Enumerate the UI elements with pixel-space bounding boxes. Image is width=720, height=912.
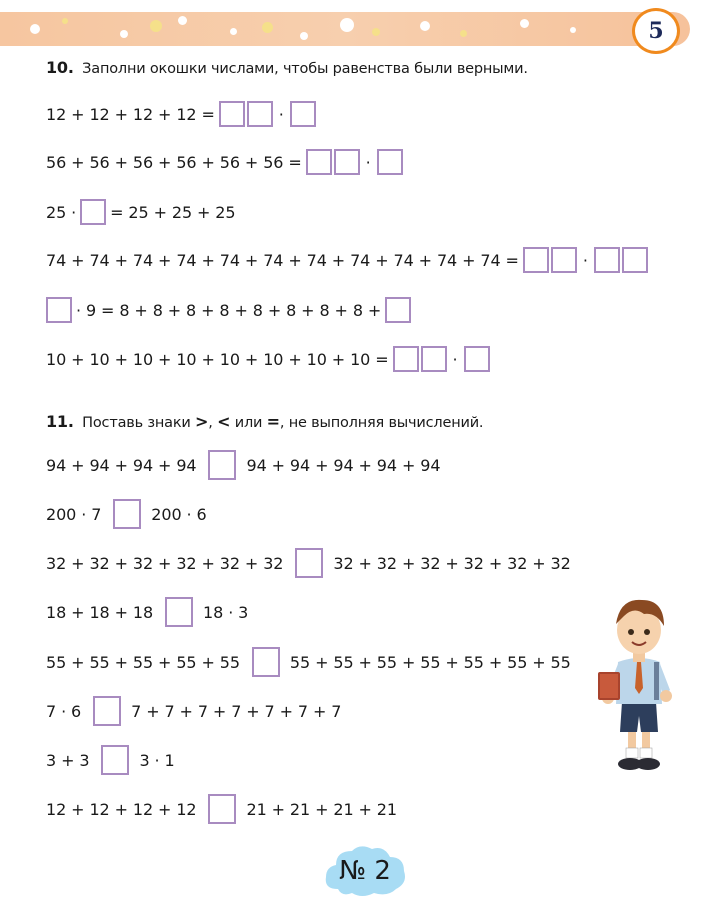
right-expression: 200 · 6 [151, 504, 207, 524]
sign-greater: > [195, 412, 209, 431]
compare-box[interactable] [208, 794, 236, 824]
compare-box[interactable] [93, 696, 121, 726]
left-expression: 7 · 6 [46, 701, 82, 721]
answer-box[interactable] [523, 247, 549, 273]
expression: 10 + 10 + 10 + 10 + 10 + 10 + 10 + 10 = [46, 349, 389, 369]
right-expression: 18 · 3 [203, 602, 249, 622]
task10-heading [46, 58, 528, 77]
task11-heading: 11. Поставь знаки >, < или =, не выполняя вычислений. [46, 412, 484, 431]
task11-row-8 [46, 793, 397, 825]
task11-row-5 [46, 646, 571, 678]
compare-box[interactable] [165, 597, 193, 627]
answer-box[interactable] [377, 149, 403, 175]
expression: = 25 + 25 + 25 [110, 202, 236, 222]
answer-box[interactable] [421, 346, 447, 372]
answer-box[interactable] [247, 101, 273, 127]
answer-box[interactable] [306, 149, 332, 175]
page-number-badge [632, 8, 680, 54]
answer-box[interactable] [80, 199, 106, 225]
compare-box[interactable] [113, 499, 141, 529]
compare-box[interactable] [208, 450, 236, 480]
sign-less: < [217, 412, 231, 431]
sign-equal: = [266, 412, 280, 431]
task10-number: 10. [46, 58, 74, 77]
right-expression: 3 · 1 [139, 750, 175, 770]
right-expression: 94 + 94 + 94 + 94 + 94 [246, 455, 441, 475]
word-or: или [234, 415, 263, 431]
left-expression: 55 + 55 + 55 + 55 + 55 [46, 652, 240, 672]
left-expression: 200 · 7 [46, 504, 102, 524]
task11-row-4 [46, 596, 248, 628]
right-expression: 21 + 21 + 21 + 21 [246, 799, 397, 819]
answer-box[interactable] [551, 247, 577, 273]
expression: 25 · [46, 202, 77, 222]
task11-row-3 [46, 547, 571, 579]
multiply-dot: · [365, 152, 371, 172]
task10-row-6 [46, 343, 490, 375]
compare-box[interactable] [295, 548, 323, 578]
task11-instruction-end: , не выполняя вычислений. [279, 415, 484, 431]
left-expression: 32 + 32 + 32 + 32 + 32 + 32 [46, 553, 284, 573]
task11-row-6 [46, 695, 341, 727]
right-expression: 7 + 7 + 7 + 7 + 7 + 7 + 7 [131, 701, 342, 721]
right-expression: 55 + 55 + 55 + 55 + 55 + 55 + 55 [289, 652, 571, 672]
answer-box[interactable] [622, 247, 648, 273]
task10-row-5 [46, 294, 411, 326]
left-expression: 12 + 12 + 12 + 12 [46, 799, 197, 819]
left-expression: 94 + 94 + 94 + 94 [46, 455, 197, 475]
footer-number-badge [322, 843, 408, 899]
task11-row-1 [46, 449, 440, 481]
answer-box[interactable] [385, 297, 411, 323]
answer-box[interactable] [290, 101, 316, 127]
answer-box[interactable] [464, 346, 490, 372]
task11-row-7 [46, 744, 175, 776]
expression: · 9 = 8 + 8 + 8 + 8 + 8 + 8 + 8 + 8 + [76, 300, 382, 320]
multiply-dot: · [582, 250, 588, 270]
answer-box[interactable] [334, 149, 360, 175]
task10-row-3 [46, 196, 235, 228]
top-banner [0, 12, 690, 46]
page-number: 5 [648, 18, 664, 44]
compare-box[interactable] [101, 745, 129, 775]
task11-number: 11. [46, 412, 74, 431]
boy-with-book-illustration [590, 590, 686, 778]
task10-instruction: Заполни окошки числами, чтобы равенства были верными. [82, 61, 528, 77]
expression: 12 + 12 + 12 + 12 = [46, 104, 215, 124]
task11-instruction: Поставь знаки [82, 415, 191, 431]
answer-box[interactable] [46, 297, 72, 323]
right-expression: 32 + 32 + 32 + 32 + 32 + 32 [333, 553, 571, 573]
answer-box[interactable] [393, 346, 419, 372]
expression: 56 + 56 + 56 + 56 + 56 + 56 = [46, 152, 302, 172]
task11-row-2 [46, 498, 207, 530]
expression: 74 + 74 + 74 + 74 + 74 + 74 + 74 + 74 + 74 + 74 + 74 = [46, 250, 519, 270]
answer-box[interactable] [219, 101, 245, 127]
footer-number: № 2 [339, 856, 391, 886]
multiply-dot: · [278, 104, 284, 124]
task10-row-4 [46, 244, 648, 276]
task10-row-2 [46, 146, 403, 178]
compare-box[interactable] [252, 647, 280, 677]
left-expression: 18 + 18 + 18 [46, 602, 154, 622]
task10-row-1 [46, 98, 316, 130]
multiply-dot: · [452, 349, 458, 369]
answer-box[interactable] [594, 247, 620, 273]
left-expression: 3 + 3 [46, 750, 90, 770]
